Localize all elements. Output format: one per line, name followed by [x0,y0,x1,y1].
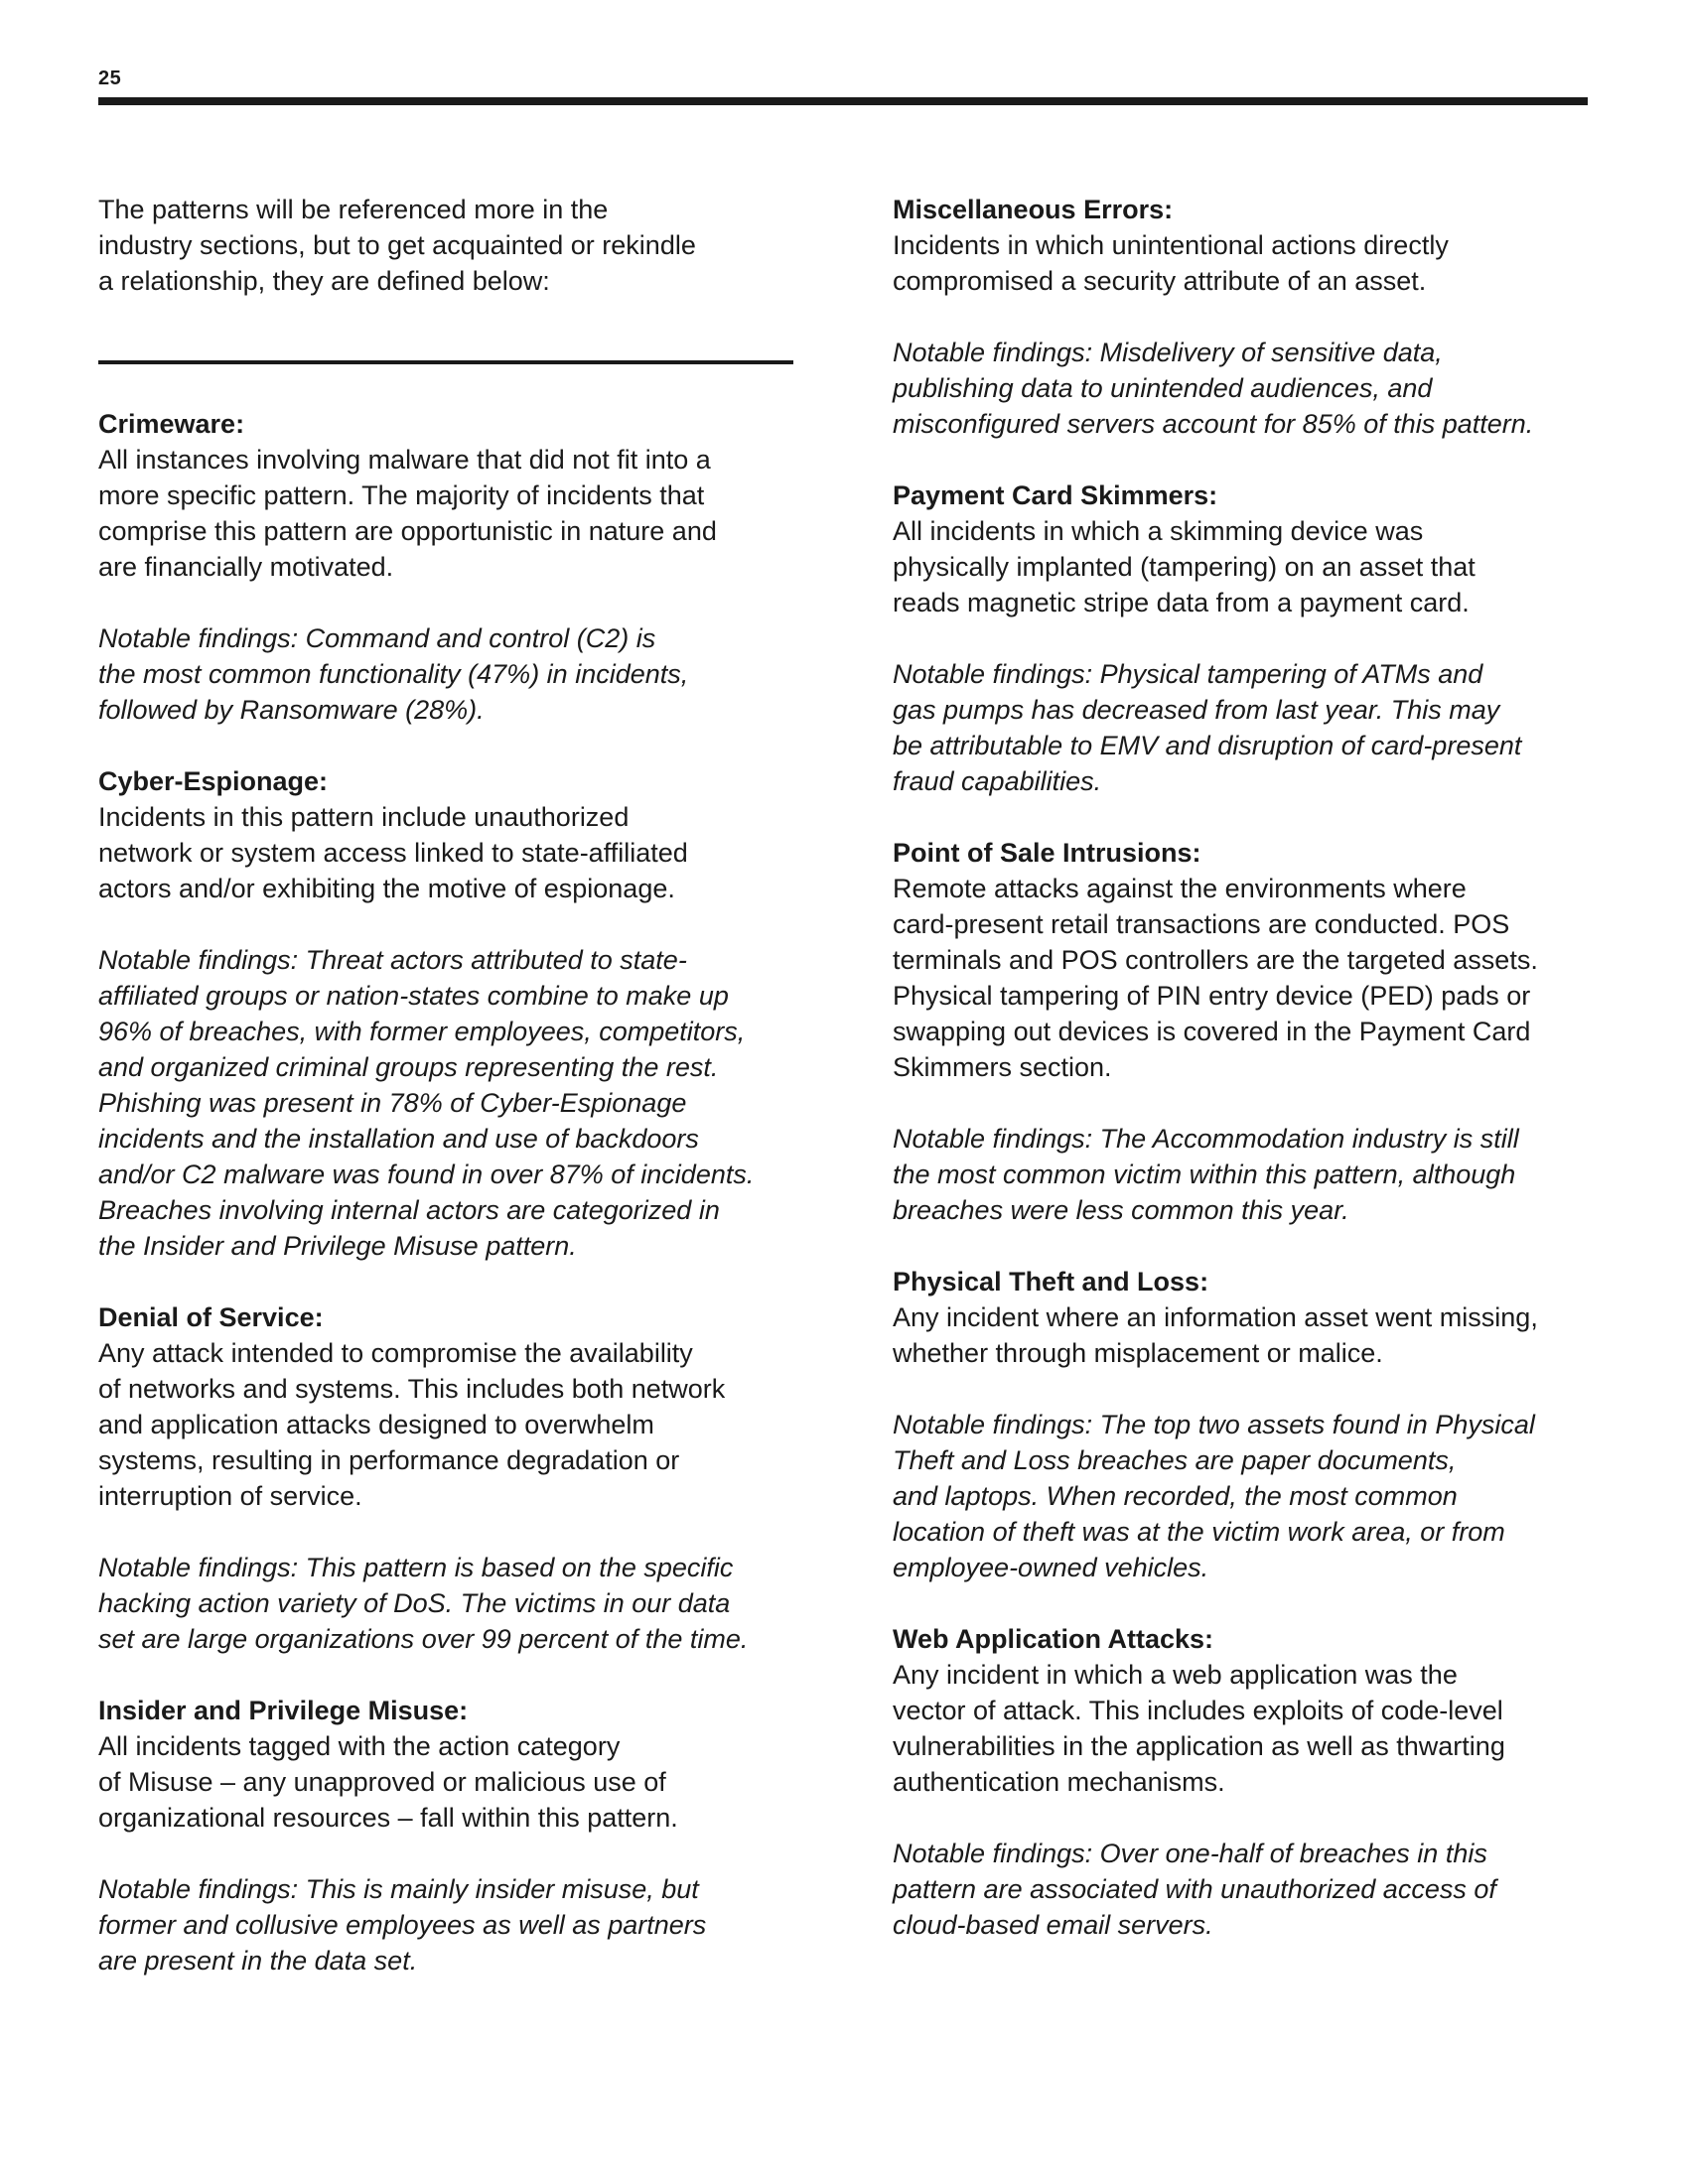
pattern-title: Crimeware: [98,409,245,439]
pattern-description-line: Incidents in this pattern include unauthorized [98,802,630,832]
notable-findings-line: fraud capabilities. [893,766,1102,796]
notable-findings-line: gas pumps has decreased from last year. This may [893,695,1500,725]
right-column [893,192,1608,1943]
pattern-description-line: systems, resulting in performance degradation or [98,1445,680,1475]
notable-findings-line: employee-owned vehicles. [893,1553,1209,1582]
notable-findings-line: hacking action variety of DoS. The victims in our data [98,1588,731,1618]
pattern-description-line: card-present retail transactions are conducted. POS [893,909,1510,939]
pattern-title: Denial of Service: [98,1302,324,1332]
pattern-description-line: Skimmers section. [893,1052,1112,1082]
pattern-description-line: network or system access linked to state-affiliated [98,838,688,868]
pattern-description-line: of networks and systems. This includes both network [98,1374,726,1404]
notable-findings-line: and laptops. When recorded, the most common [893,1481,1458,1511]
intro-line: a relationship, they are defined below: [98,266,550,296]
pattern-title: Web Application Attacks: [893,1624,1214,1654]
notable-findings-line: Notable findings: This is mainly insider misuse, but [98,1874,699,1904]
pattern-description-line: physically implanted (tampering) on an asset that [893,552,1476,582]
notable-findings-line: Notable findings: Command and control (C2) is [98,623,656,653]
notable-findings-line: breaches were less common this year. [893,1195,1349,1225]
notable-findings-line: the Insider and Privilege Misuse pattern. [98,1231,577,1261]
page-number: 25 [98,68,122,89]
notable-findings-line: the most common functionality (47%) in incidents, [98,659,689,689]
pattern-title: Point of Sale Intrusions: [893,838,1201,868]
notable-findings-line: cloud-based email servers. [893,1910,1213,1940]
pattern-description-line: comprise this pattern are opportunistic in nature and [98,516,717,546]
pattern-description-line: terminals and POS controllers are the targeted assets. [893,945,1538,975]
notable-findings-line: Notable findings: Misdelivery of sensitive data, [893,338,1443,367]
pattern-physical-theft-and-loss [893,1264,1608,1585]
pattern-description-line: Any attack intended to compromise the availability [98,1338,693,1368]
notable-findings-line: pattern are associated with unauthorized access of [893,1874,1496,1904]
pattern-title: Payment Card Skimmers: [893,480,1218,510]
pattern-title: Miscellaneous Errors: [893,195,1174,224]
pattern-description-line: more specific pattern. The majority of incidents that [98,480,705,510]
notable-findings-line: publishing data to unintended audiences, and [893,373,1433,403]
pattern-insider-privilege-misuse [98,1693,833,1979]
notable-findings-line: location of theft was at the victim work area, or from [893,1517,1505,1547]
pattern-description-line: reads magnetic stripe data from a payment card. [893,588,1470,617]
pattern-miscellaneous-errors [893,192,1608,442]
notable-findings-line: incidents and the installation and use of backdoors [98,1124,699,1154]
notable-findings-line: 96% of breaches, with former employees, competitors, [98,1017,746,1046]
notable-findings-line: the most common victim within this pattern, although [893,1160,1516,1189]
pattern-denial-of-service [98,1299,833,1657]
pattern-cyber-espionage [98,763,833,1264]
pattern-description-line: vector of attack. This includes exploits of code-level [893,1696,1503,1725]
intro-line: industry sections, but to get acquainted or rekindle [98,230,696,260]
pattern-description-line: whether through misplacement or malice. [893,1338,1383,1368]
notable-findings-line: former and collusive employees as well as partners [98,1910,707,1940]
pattern-description-line: Remote attacks against the environments where [893,874,1467,903]
pattern-description-line: interruption of service. [98,1481,362,1511]
pattern-description-line: All instances involving malware that did not fit into a [98,445,711,475]
pattern-description-line: actors and/or exhibiting the motive of espionage. [98,874,675,903]
notable-findings-line: affiliated groups or nation-states combine to make up [98,981,729,1011]
pattern-crimeware [98,406,833,728]
pattern-web-application-attacks [893,1621,1608,1943]
pattern-description-line: Any incident where an information asset went missing, [893,1302,1538,1332]
pattern-description-line: compromised a security attribute of an asset. [893,266,1427,296]
pattern-description-line: All incidents in which a skimming device was [893,516,1424,546]
notable-findings-line: are present in the data set. [98,1946,418,1976]
intro-paragraph [98,192,833,299]
pattern-description-line: Any incident in which a web application was the [893,1660,1458,1690]
pattern-description-line: swapping out devices is covered in the Payment Card [893,1017,1531,1046]
intro-line: The patterns will be referenced more in the [98,195,609,224]
header-rule [98,97,1588,105]
notable-findings-line: Notable findings: Over one-half of breaches in this [893,1839,1487,1868]
pattern-description-line: and application attacks designed to overwhelm [98,1410,654,1439]
pattern-description-line: organizational resources – fall within this pattern. [98,1803,678,1833]
pattern-description-line: authentication mechanisms. [893,1767,1225,1797]
notable-findings-line: and organized criminal groups representing the rest. [98,1052,719,1082]
pattern-description-line: All incidents tagged with the action category [98,1731,621,1761]
notable-findings-line: and/or C2 malware was found in over 87% of incidents. [98,1160,755,1189]
section-divider [98,360,793,364]
notable-findings-line: Phishing was present in 78% of Cyber-Espionage [98,1088,687,1118]
pattern-description-line: are financially motivated. [98,552,394,582]
notable-findings-line: followed by Ransomware (28%). [98,695,485,725]
pattern-title: Cyber-Espionage: [98,766,329,796]
pattern-title: Insider and Privilege Misuse: [98,1696,469,1725]
pattern-description-line: of Misuse – any unapproved or malicious use of [98,1767,666,1797]
pattern-description-line: vulnerabilities in the application as well as thwarting [893,1731,1505,1761]
notable-findings-line: misconfigured servers account for 85% of this pattern. [893,409,1534,439]
notable-findings-line: Notable findings: Threat actors attributed to state- [98,945,687,975]
notable-findings-line: Notable findings: The top two assets found in Physical [893,1410,1535,1439]
notable-findings-line: Notable findings: Physical tampering of ATMs and [893,659,1483,689]
notable-findings-line: Theft and Loss breaches are paper documents, [893,1445,1457,1475]
pattern-point-of-sale-intrusions [893,835,1608,1228]
pattern-payment-card-skimmers [893,478,1608,799]
notable-findings-line: be attributable to EMV and disruption of card-present [893,731,1522,760]
pattern-description-line: Physical tampering of PIN entry device (PED) pads or [893,981,1531,1011]
pattern-title: Physical Theft and Loss: [893,1267,1209,1297]
left-column [98,192,833,1979]
notable-findings-line: Notable findings: This pattern is based on the specific [98,1553,734,1582]
notable-findings-line: set are large organizations over 99 percent of the time. [98,1624,749,1654]
notable-findings-line: Notable findings: The Accommodation industry is still [893,1124,1519,1154]
notable-findings-line: Breaches involving internal actors are categorized in [98,1195,720,1225]
pattern-description-line: Incidents in which unintentional actions directly [893,230,1449,260]
